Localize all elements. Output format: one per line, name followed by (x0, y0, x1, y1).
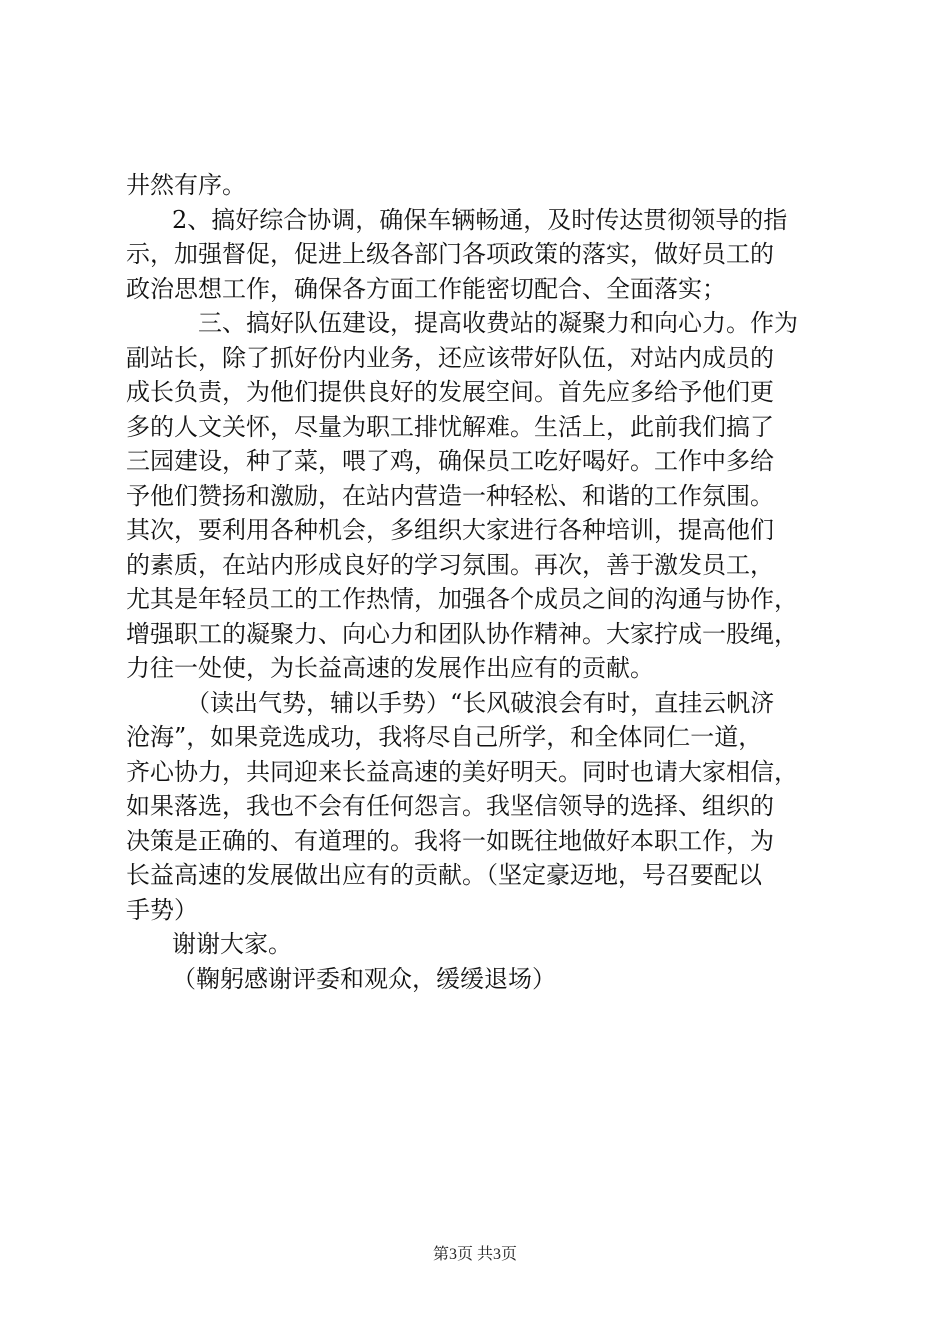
text-line: 决策是正确的、有道理的。我将一如既往地做好本职工作，为 (126, 826, 774, 855)
text-line: 的素质，在站内形成良好的学习氛围。再次，善于激发员工， (126, 550, 774, 579)
text-line: 沧海”，如果竞选成功，我将尽自己所学，和全体同仁一道， (126, 723, 763, 751)
text-line: 三园建设，种了菜，喂了鸡，确保员工吃好喝好。工作中多给 (126, 447, 774, 475)
text-line: 多的人文关怀，尽量为职工排忧解难。生活上，此前我们搞了 (126, 412, 774, 441)
text-line: 示，加强督促，促进上级各部门各项政策的落实，做好员工的 (126, 240, 774, 268)
text-line: 政治思想工作，确保各方面工作能密切配合、全面落实； (126, 274, 726, 303)
text-line: 三、搞好队伍建设，提高收费站的凝聚力和向心力。作为 (198, 309, 798, 337)
text-line: 尤其是年轻员工的工作热情，加强各个成员之间的沟通与协作， (126, 585, 798, 613)
text-line: 力往一处使，为长益高速的发展作出应有的贡献。 (126, 654, 654, 682)
text-line: 井然有序。 (126, 171, 246, 199)
text-line: （读出气势，辅以手势）“长风破浪会有时，直挂云帆济 (186, 688, 775, 717)
text-line: 谢谢大家。 (172, 930, 292, 958)
text-line: 副站长，除了抓好份内业务，还应该带好队伍，对站内成员的 (126, 343, 774, 372)
text-line: 成长负责，为他们提供良好的发展空间。首先应多给予他们更 (126, 378, 774, 406)
document-body (126, 168, 836, 996)
text-line: 增强职工的凝聚力、向心力和团队协作精神。大家拧成一股绳， (126, 619, 798, 648)
text-line: 予他们赞扬和激励，在站内营造一种轻松、和谐的工作氛围。 (126, 481, 774, 510)
text-line: 手势） (126, 895, 198, 924)
text-line: （鞠躬感谢评委和观众，缓缓退场） (172, 964, 556, 993)
text-line: 如果落选，我也不会有任何怨言。我坚信领导的选择、组织的 (126, 792, 774, 820)
page-footer: 第3页 共3页 (432, 1246, 517, 1263)
text-line: 长益高速的发展做出应有的贡献。（坚定豪迈地，号召要配以 (126, 861, 762, 889)
text-line: 其次，要利用各种机会，多组织大家进行各种培训，提高他们 (126, 516, 774, 544)
text-line: 2、搞好综合协调，确保车辆畅通，及时传达贯彻领导的指 (172, 205, 788, 234)
text-line: 齐心协力，共同迎来长益高速的美好明天。同时也请大家相信， (126, 757, 798, 786)
